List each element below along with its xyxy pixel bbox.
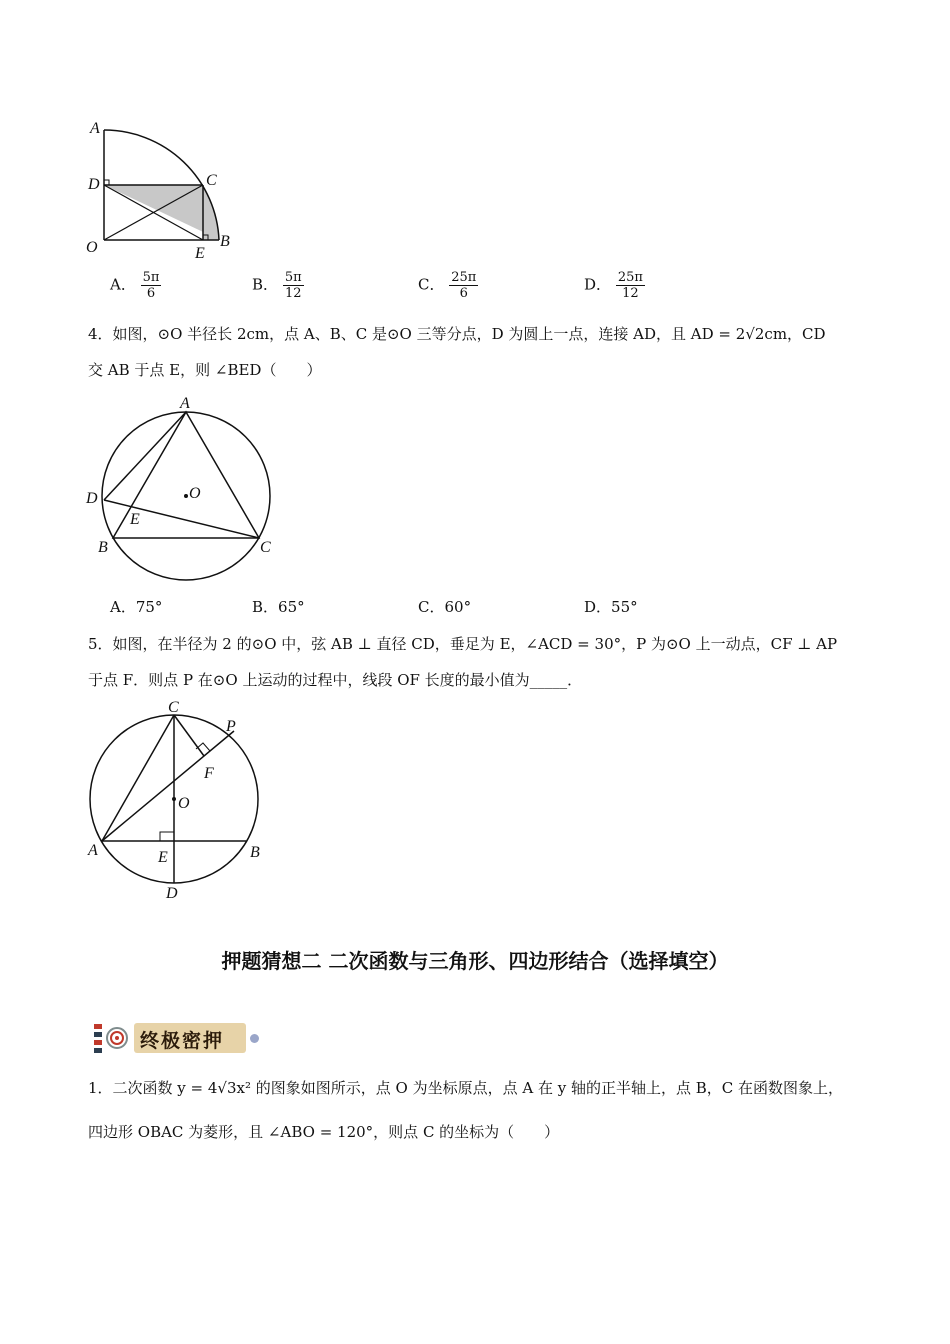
- label-D: D: [88, 176, 100, 193]
- q3-option-b[interactable]: B． $\frac{5\pi}{12}$: [252, 270, 302, 301]
- q5-text-line2: 于点 F．则点 P 在⊙O 上运动的过程中，线段 OF 长度的最小值为_____．: [88, 671, 583, 689]
- label-E: E: [130, 511, 140, 528]
- q4-option-c[interactable]: C．60°: [418, 598, 472, 616]
- label-F: F: [204, 765, 214, 782]
- q3-option-a[interactable]: A． $\frac{5\pi}{6}$: [110, 270, 160, 301]
- label-O: O: [86, 239, 98, 256]
- badge-dot: [250, 1034, 259, 1043]
- q5-text-line1: 5．如图，在半径为 2 的⊙O 中，弦 AB ⊥ 直径 CD，垂足为 E，∠ACD = 30°，P 为⊙O 上一动点，CF ⊥ AP: [88, 635, 838, 653]
- q4-option-d[interactable]: D．55°: [584, 598, 638, 616]
- q3-option-c[interactable]: C． $\frac{25\pi}{6}$: [418, 270, 477, 301]
- label-B: B: [98, 539, 108, 556]
- label-D: D: [86, 490, 98, 507]
- target-icon: [92, 1020, 132, 1056]
- q1-text-line1: 1．二次函数 y = 4√3x² 的图象如图所示，点 O 为坐标原点，点 A 在 y 轴的正半轴上，点 B，C 在函数图象上，: [88, 1079, 844, 1097]
- q4-option-a[interactable]: A．75°: [110, 598, 163, 616]
- label-B: B: [220, 233, 230, 250]
- label-P: P: [226, 718, 236, 735]
- label-A: A: [180, 395, 190, 412]
- q5-figure: [80, 695, 280, 905]
- section-badge: [92, 1020, 262, 1056]
- label-A: A: [88, 842, 98, 859]
- q4-figure: [80, 392, 290, 592]
- label-O: O: [178, 795, 190, 812]
- label-C: C: [168, 699, 179, 716]
- q3-option-d[interactable]: D． $\frac{25\pi}{12}$: [584, 270, 643, 301]
- label-C: C: [206, 172, 217, 189]
- label-E: E: [195, 245, 205, 262]
- label-D: D: [166, 885, 178, 902]
- shaded-arc-region: [203, 185, 219, 240]
- q4-option-b[interactable]: B．65°: [252, 598, 305, 616]
- label-O: O: [189, 485, 201, 502]
- q3-figure: [80, 115, 250, 265]
- q1-text-line2: 四边形 OBAC 为菱形，且 ∠ABO = 120°，则点 C 的坐标为（ ）: [88, 1123, 560, 1141]
- label-E: E: [158, 849, 168, 866]
- label-B: B: [250, 844, 260, 861]
- badge-label: 终极密押: [140, 1030, 225, 1052]
- label-A: A: [90, 120, 100, 137]
- q4-text-line2: 交 AB 于点 E，则 ∠BED（ ）: [88, 361, 322, 379]
- label-C: C: [260, 539, 271, 556]
- section-title: 押题猜想二 二次函数与三角形、四边形结合（选择填空）: [221, 949, 729, 973]
- q4-text-line1: 4．如图，⊙O 半径长 2cm，点 A、B、C 是⊙O 三等分点，D 为圆上一点，连接 AD，且 AD = 2√2cm，CD: [88, 325, 826, 343]
